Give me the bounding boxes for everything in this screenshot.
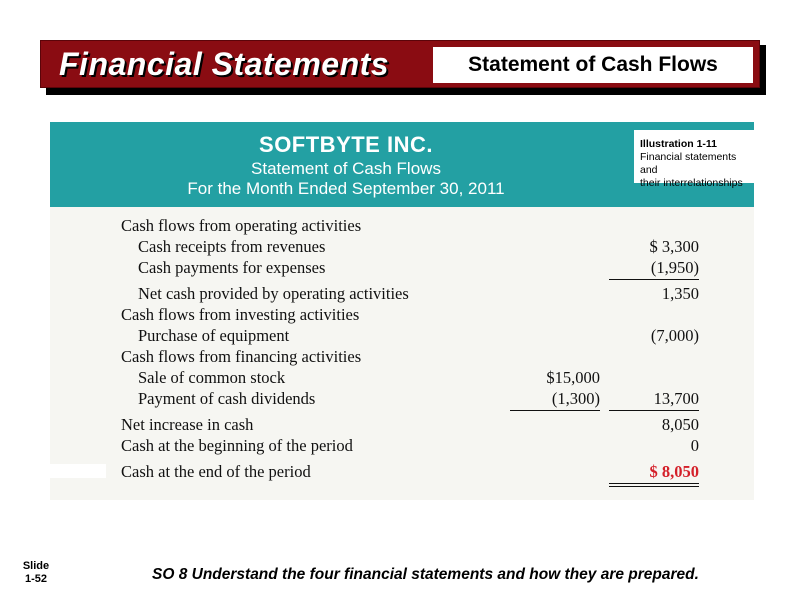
row-subtotal-value: (1,300) (510, 389, 600, 411)
row-amount-value: 8,050 (661, 415, 699, 434)
statement-row (50, 436, 754, 457)
statement-row (50, 389, 754, 410)
row-label: Cash receipts from revenues (138, 237, 326, 256)
statement-row (50, 216, 754, 237)
row-label: Cash flows from financing activities (121, 347, 362, 366)
illustration-desc-line2: their interrelationships (640, 177, 743, 189)
statement-row (50, 462, 754, 483)
row-label: Purchase of equipment (138, 326, 290, 345)
row-amount-value: (7,000) (650, 326, 699, 345)
row-label: Sale of common stock (138, 368, 286, 387)
illustration-callout (634, 130, 754, 189)
statement-row (50, 284, 754, 305)
row-amount-value: 0 (690, 436, 699, 455)
statement-row (50, 347, 754, 368)
page-subtitle: Statement of Cash Flows (468, 53, 718, 76)
statement-period: For the Month Ended September 30, 2011 (187, 179, 505, 198)
row-label: Net cash provided by operating activities (138, 284, 409, 303)
statement-name: Statement of Cash Flows (251, 159, 441, 178)
statement-row (50, 237, 754, 258)
statement-header (50, 122, 754, 207)
row-label: Net increase in cash (121, 415, 254, 434)
slide-label: Slide (22, 560, 50, 572)
row-label: Cash payments for expenses (138, 258, 326, 277)
row-label: Cash at the beginning of the period (121, 436, 353, 455)
statement-panel (50, 122, 754, 500)
slide-number (8, 560, 64, 586)
row-label: Payment of cash dividends (138, 389, 316, 408)
slide-number-value: 1-52 (24, 573, 48, 585)
illustration-title: Illustration 1-11 (640, 138, 718, 150)
statement-row (50, 258, 754, 279)
statement-row (50, 368, 754, 389)
row-label: Cash flows from operating activities (121, 216, 362, 235)
illustration-desc-line1: Financial statements and (640, 151, 737, 176)
row-amount-value: $ 3,300 (649, 237, 699, 256)
company-name: SOFTBYTE INC. (259, 132, 433, 157)
row-label: Cash at the end of the period (121, 462, 311, 481)
subtitle-box (433, 47, 753, 83)
statement-row (50, 305, 754, 326)
ending-cash-total: $ 8,050 (609, 462, 699, 487)
study-objective: SO 8 Understand the four financial statements and how they are prepared. (152, 566, 699, 583)
page-title: Financial Statements (59, 46, 390, 82)
row-subtotal-value: $15,000 (546, 368, 600, 387)
row-amount-value: 1,350 (661, 284, 699, 303)
row-amount-value: (1,950) (609, 258, 699, 280)
title-banner (40, 40, 760, 88)
statement-row (50, 326, 754, 347)
row-label: Cash flows from investing activities (121, 305, 360, 324)
row-amount-value: 13,700 (609, 389, 699, 411)
statement-row (50, 415, 754, 436)
